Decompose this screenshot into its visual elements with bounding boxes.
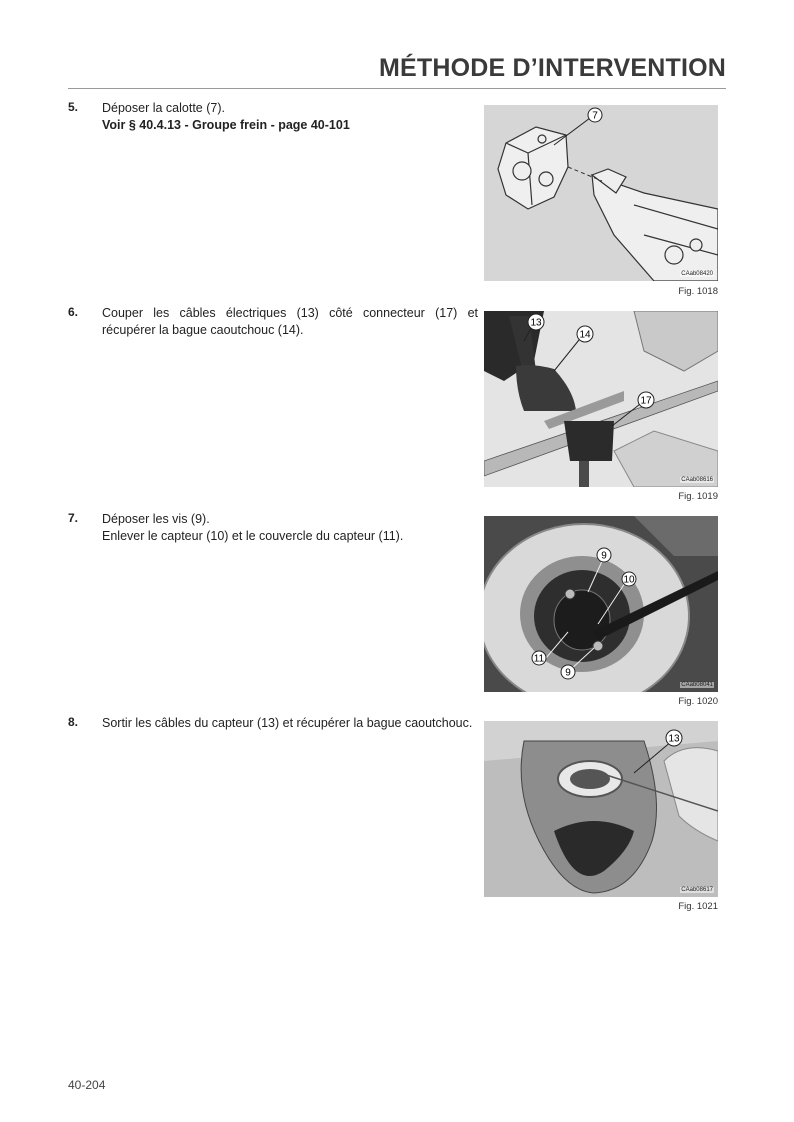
svg-text:11: 11 [533, 653, 545, 665]
svg-text:7: 7 [592, 110, 598, 122]
callout-14 [577, 326, 593, 342]
callout-11 [532, 651, 546, 665]
step-number: 5. [68, 100, 79, 114]
sensor-removal-illustration [484, 516, 718, 692]
page-number: 40-204 [68, 1078, 106, 1092]
cable-cutting-illustration [484, 311, 718, 487]
figure-code: CAab08617 [681, 887, 713, 893]
svg-text:17: 17 [640, 395, 652, 407]
figure-code: CAab08616 [681, 477, 713, 483]
figure-1020-photo [484, 516, 718, 692]
figure-caption: Fig. 1018 [678, 286, 718, 297]
callout-17 [638, 392, 654, 408]
callout-13 [666, 730, 682, 746]
callout-13 [528, 314, 544, 330]
figure-caption: Fig. 1020 [678, 696, 718, 707]
step-text [102, 100, 478, 134]
page-title: MÉTHODE D’INTERVENTION [378, 54, 726, 82]
figure-1019-photo [484, 311, 718, 487]
figure-code: CAab08041 [681, 682, 713, 688]
step-text [102, 511, 478, 545]
step-number: 8. [68, 715, 79, 729]
figure-1018-photo [484, 105, 718, 281]
figure-1021-photo [484, 721, 718, 897]
callout-10 [622, 572, 636, 586]
cross-reference-link[interactable]: Voir § 40.4.13 - Groupe frein - page 40-101 [102, 118, 350, 132]
step-text [102, 715, 478, 732]
step-instruction: Enlever le capteur (10) et le couvercle du capteur (11). [102, 529, 404, 543]
brake-cap-illustration [484, 105, 718, 281]
callout-9 [597, 548, 611, 562]
step-instruction: Sortir les câbles du capteur (13) et récupérer la bague caoutchouc. [102, 716, 473, 730]
step-number: 7. [68, 511, 79, 525]
callout-9 [561, 665, 575, 679]
step-instruction: Couper les câbles électriques (13) côté connecteur (17) et récupérer la bague caoutchouc (14). [102, 306, 478, 337]
callout-7 [588, 108, 602, 122]
svg-text:9: 9 [565, 667, 571, 679]
svg-text:13: 13 [668, 733, 680, 745]
sensor-cable-illustration [484, 721, 718, 897]
figure-code: CAab08420 [681, 271, 713, 277]
svg-text:9: 9 [601, 550, 607, 562]
step-instruction: Déposer la calotte (7). [102, 101, 225, 115]
step-number: 6. [68, 305, 79, 319]
svg-text:13: 13 [530, 317, 542, 329]
svg-text:14: 14 [579, 329, 591, 341]
figure-caption: Fig. 1021 [678, 901, 718, 912]
svg-text:10: 10 [623, 574, 635, 586]
step-text [102, 305, 478, 339]
figure-caption: Fig. 1019 [678, 491, 718, 502]
header-divider [68, 88, 726, 89]
step-instruction: Déposer les vis (9). [102, 512, 210, 526]
